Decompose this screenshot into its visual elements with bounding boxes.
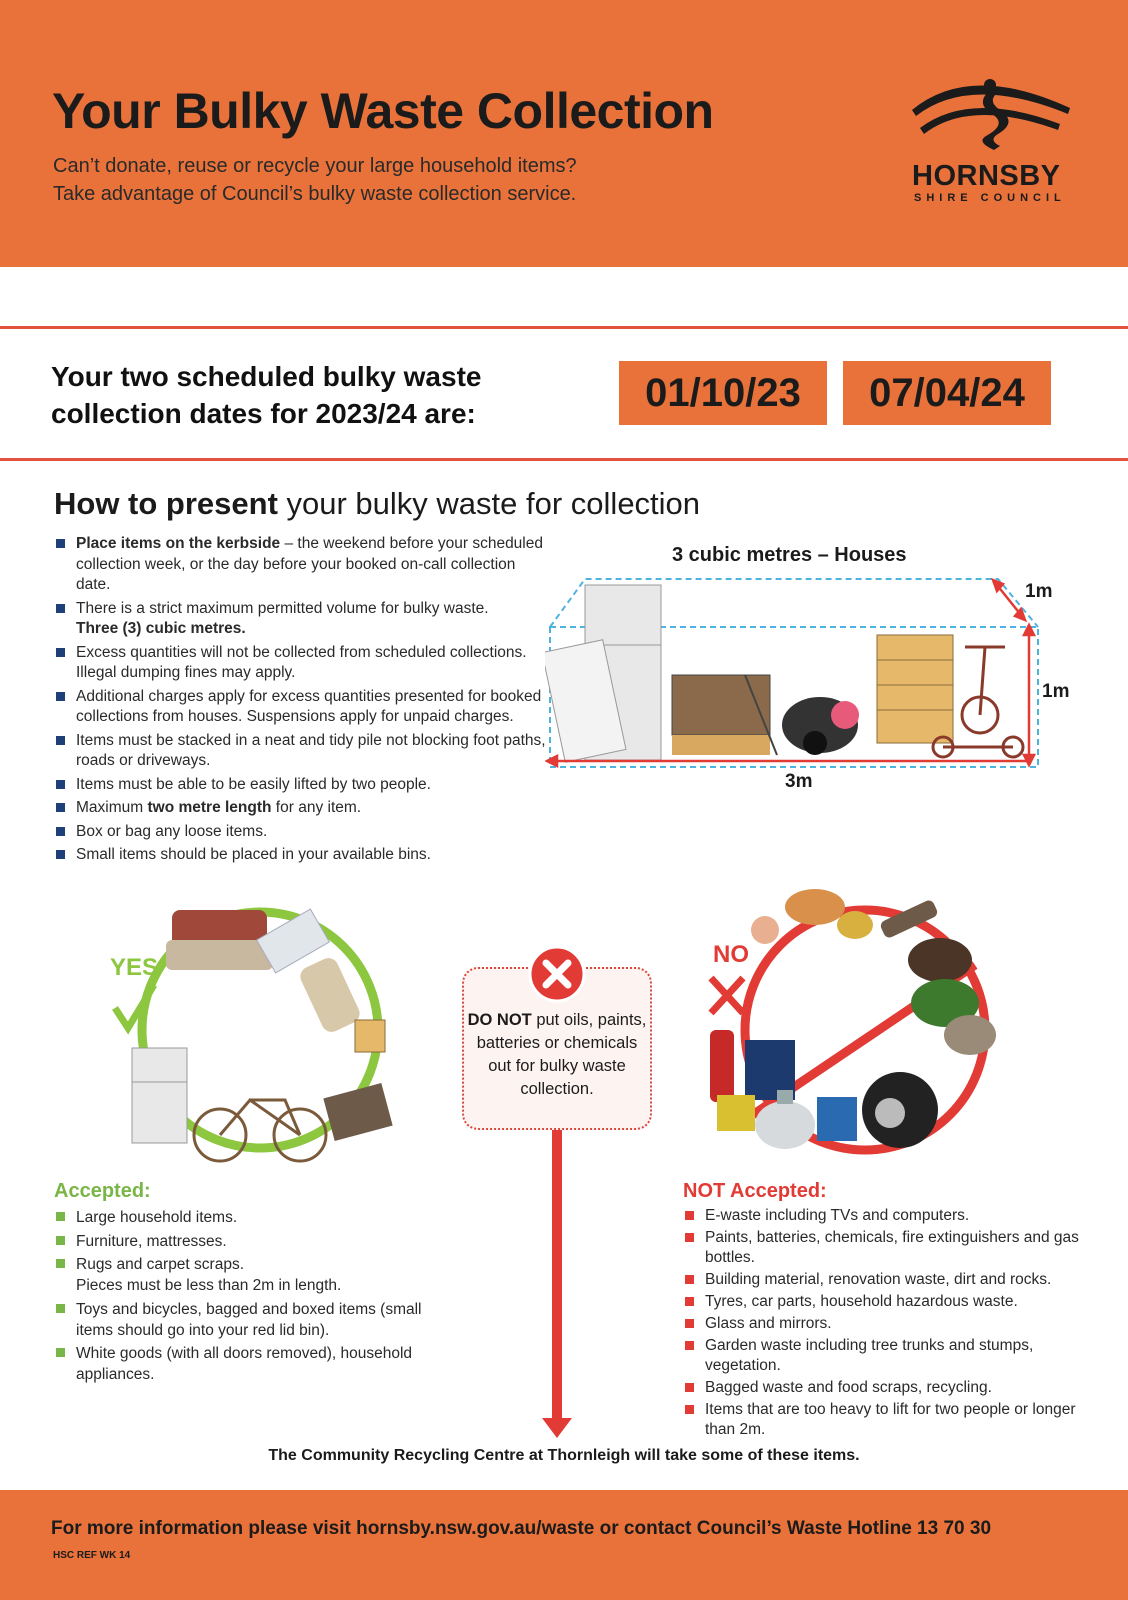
list-item (56, 1299, 436, 1341)
bullet-icon (685, 1405, 694, 1414)
bullet-icon (56, 1259, 65, 1268)
schedule-label (51, 358, 481, 432)
list-item (56, 1343, 436, 1385)
list-item (56, 1231, 436, 1252)
bullet-icon (56, 648, 65, 657)
fridge-icon (545, 585, 661, 762)
rule-text: Excess quantities will not be collected from scheduled collections. Illegal dumping fines may apply. (76, 643, 527, 681)
not-accepted-item: E-waste including TVs and computers. (705, 1207, 970, 1224)
table-icon (672, 675, 777, 755)
howto-heading-rest: your bulky waste for collection (277, 486, 701, 521)
list-item (56, 643, 546, 684)
logo-name: HORNSBY (912, 160, 1061, 192)
collection-date-1: 01/10/23 (619, 361, 827, 425)
accepted-item: Toys and bicycles, bagged and boxed items (small items should go into your red lid bin). (76, 1300, 422, 1339)
bullet-icon (56, 539, 65, 548)
not-accepted-list (685, 1206, 1095, 1442)
reference-code: HSC REF WK 14 (53, 1550, 131, 1561)
chemicals-icon (817, 1097, 857, 1141)
wood-pile-icon (323, 1083, 392, 1141)
bullet-icon (56, 1304, 65, 1313)
volume-diagram (545, 575, 1070, 795)
rocks-icon (944, 1015, 996, 1055)
not-accepted-item: Tyres, car parts, household hazardous waste. (705, 1293, 1018, 1310)
battery-icon (717, 1095, 755, 1131)
drawers-icon (877, 635, 953, 743)
rule-text: Items must be stacked in a neat and tidy pile not blocking foot paths, roads or driveways. (76, 731, 546, 769)
bullet-icon (685, 1211, 694, 1220)
list-item (56, 687, 546, 728)
page-subtitle (53, 152, 577, 208)
not-accepted-item: Bagged waste and food scraps, recycling. (705, 1379, 992, 1396)
bullet-icon (56, 850, 65, 859)
rule-text: Box or bag any loose items. (76, 822, 268, 840)
not-accepted-item: Glass and mirrors. (705, 1315, 832, 1332)
list-item (685, 1292, 1095, 1312)
contact-info: For more information please visit hornsby.nsw.gov.au/waste or contact Council’s Waste Hotline 13 70 30 (51, 1518, 992, 1539)
height-label: 1m (1042, 681, 1070, 702)
not-accepted-item: Building material, renovation waste, dirt and rocks. (705, 1271, 1052, 1288)
cross-icon (528, 945, 586, 1003)
rejected-items-graphic (705, 885, 1025, 1170)
bullet-icon (56, 827, 65, 836)
rule-text: There is a strict maximum permitted volume for bulky waste. (76, 599, 489, 617)
list-item (685, 1270, 1095, 1290)
list-item (56, 599, 546, 640)
list-item (56, 845, 546, 866)
rule-bold: two metre length (147, 799, 272, 816)
x-mark-icon (711, 978, 743, 1013)
depth-label: 1m (1025, 581, 1053, 602)
fridge-icon (132, 1048, 187, 1143)
council-logo (910, 70, 1080, 210)
warning-text: put oils, paints, batteries or chemicals out for bulky waste collection. (476, 1011, 647, 1098)
schedule-label-line-2: collection dates for 2023/24 are: (51, 398, 476, 429)
bullet-icon (56, 1348, 65, 1357)
volume-diagram-title: 3 cubic metres – Houses (672, 544, 907, 566)
warning-bold: DO NOT (467, 1011, 532, 1029)
collection-date-2: 07/04/24 (843, 361, 1051, 425)
howto-heading-bold: How to present (54, 486, 278, 521)
subtitle-line-1: Can’t donate, reuse or recycle your large household items? (53, 155, 577, 177)
rule-text: for any item. (271, 799, 362, 816)
divider-bottom (0, 458, 1128, 461)
footer-banner (0, 1490, 1128, 1600)
bullet-icon (56, 803, 65, 812)
rule-text: Small items should be placed in your available bins. (76, 846, 431, 863)
subtitle-line-2: Take advantage of Council’s bulky waste collection service. (53, 183, 577, 205)
no-label: NO (713, 941, 749, 968)
howto-heading (54, 486, 700, 522)
tyres-icon (862, 1072, 938, 1148)
page-title: Your Bulky Waste Collection (52, 83, 714, 139)
accepted-item: White goods (with all doors removed), household appliances. (76, 1345, 413, 1383)
bullet-icon (685, 1383, 694, 1392)
bullet-icon (56, 604, 65, 613)
toy-car-icon (782, 697, 859, 755)
bullet-icon (56, 1212, 65, 1221)
bullet-icon (685, 1275, 694, 1284)
rule-bold: Place items on the kerbside (76, 535, 281, 552)
bullet-icon (56, 736, 65, 745)
bullet-icon (56, 692, 65, 701)
rule-text: – the weekend before your scheduled collection week, or the day before your booked on-call collection date. (76, 535, 543, 593)
dirt-icon (908, 938, 972, 982)
not-accepted-title: NOT Accepted: (683, 1180, 827, 1202)
bullet-icon (685, 1233, 694, 1242)
rule-prefix: Maximum (76, 799, 148, 816)
rule-text: Items must be able to be easily lifted by two people. (76, 775, 431, 793)
yes-label: YES (110, 954, 159, 981)
list-item (685, 1378, 1095, 1398)
accepted-item: Furniture, mattresses. (76, 1232, 227, 1250)
list-item (685, 1228, 1095, 1268)
divider-top (0, 326, 1128, 329)
small-drawers-icon (355, 1020, 385, 1052)
bullet-icon (685, 1297, 694, 1306)
logo-tagline: SHIRE COUNCIL (914, 192, 1066, 204)
rule-text: Additional charges apply for excess quantities presented for booked collections from houses. Suspensions apply for unpaid charges. (76, 687, 542, 725)
bullet-icon (685, 1319, 694, 1328)
accepted-item: Large household items. (76, 1209, 238, 1226)
not-accepted-item: Garden waste including tree trunks and stumps, vegetation. (705, 1337, 1034, 1374)
presentation-rules-list (56, 534, 546, 869)
accepted-item: Rugs and carpet scraps. Pieces must be less than 2m in length. (76, 1256, 342, 1294)
list-item (56, 731, 546, 772)
recycling-centre-note: The Community Recycling Centre at Thornleigh will take some of these items. (268, 1447, 860, 1464)
food-scraps-icon (751, 889, 873, 944)
arrow-stem (552, 1130, 562, 1420)
rug-icon (297, 955, 363, 1035)
accepted-list (56, 1207, 436, 1388)
schedule-label-line-1: Your two scheduled bulky waste (51, 361, 482, 392)
list-item (685, 1400, 1095, 1440)
list-item (56, 798, 546, 819)
rule-bold: Three (3) cubic metres. (76, 620, 246, 637)
hornsby-logo-icon (910, 70, 1075, 158)
not-accepted-item: Paints, batteries, chemicals, fire extinguishers and gas bottles. (705, 1229, 1079, 1266)
list-item (685, 1206, 1095, 1226)
list-item (56, 1254, 436, 1296)
list-item (56, 822, 546, 843)
width-label: 3m (785, 771, 813, 792)
list-item (56, 775, 546, 796)
accepted-items-graphic (110, 900, 410, 1170)
list-item (56, 534, 546, 596)
list-item (685, 1314, 1095, 1334)
bullet-icon (685, 1341, 694, 1350)
not-accepted-item: Items that are too heavy to lift for two people or longer than 2m. (705, 1401, 1076, 1438)
list-item (685, 1336, 1095, 1376)
header-banner (0, 0, 1128, 267)
arrow-down-icon (542, 1418, 572, 1438)
fire-extinguisher-icon (710, 1030, 734, 1102)
accepted-title: Accepted: (54, 1180, 151, 1202)
bullet-icon (56, 1236, 65, 1245)
bullet-icon (56, 780, 65, 789)
list-item (56, 1207, 436, 1228)
